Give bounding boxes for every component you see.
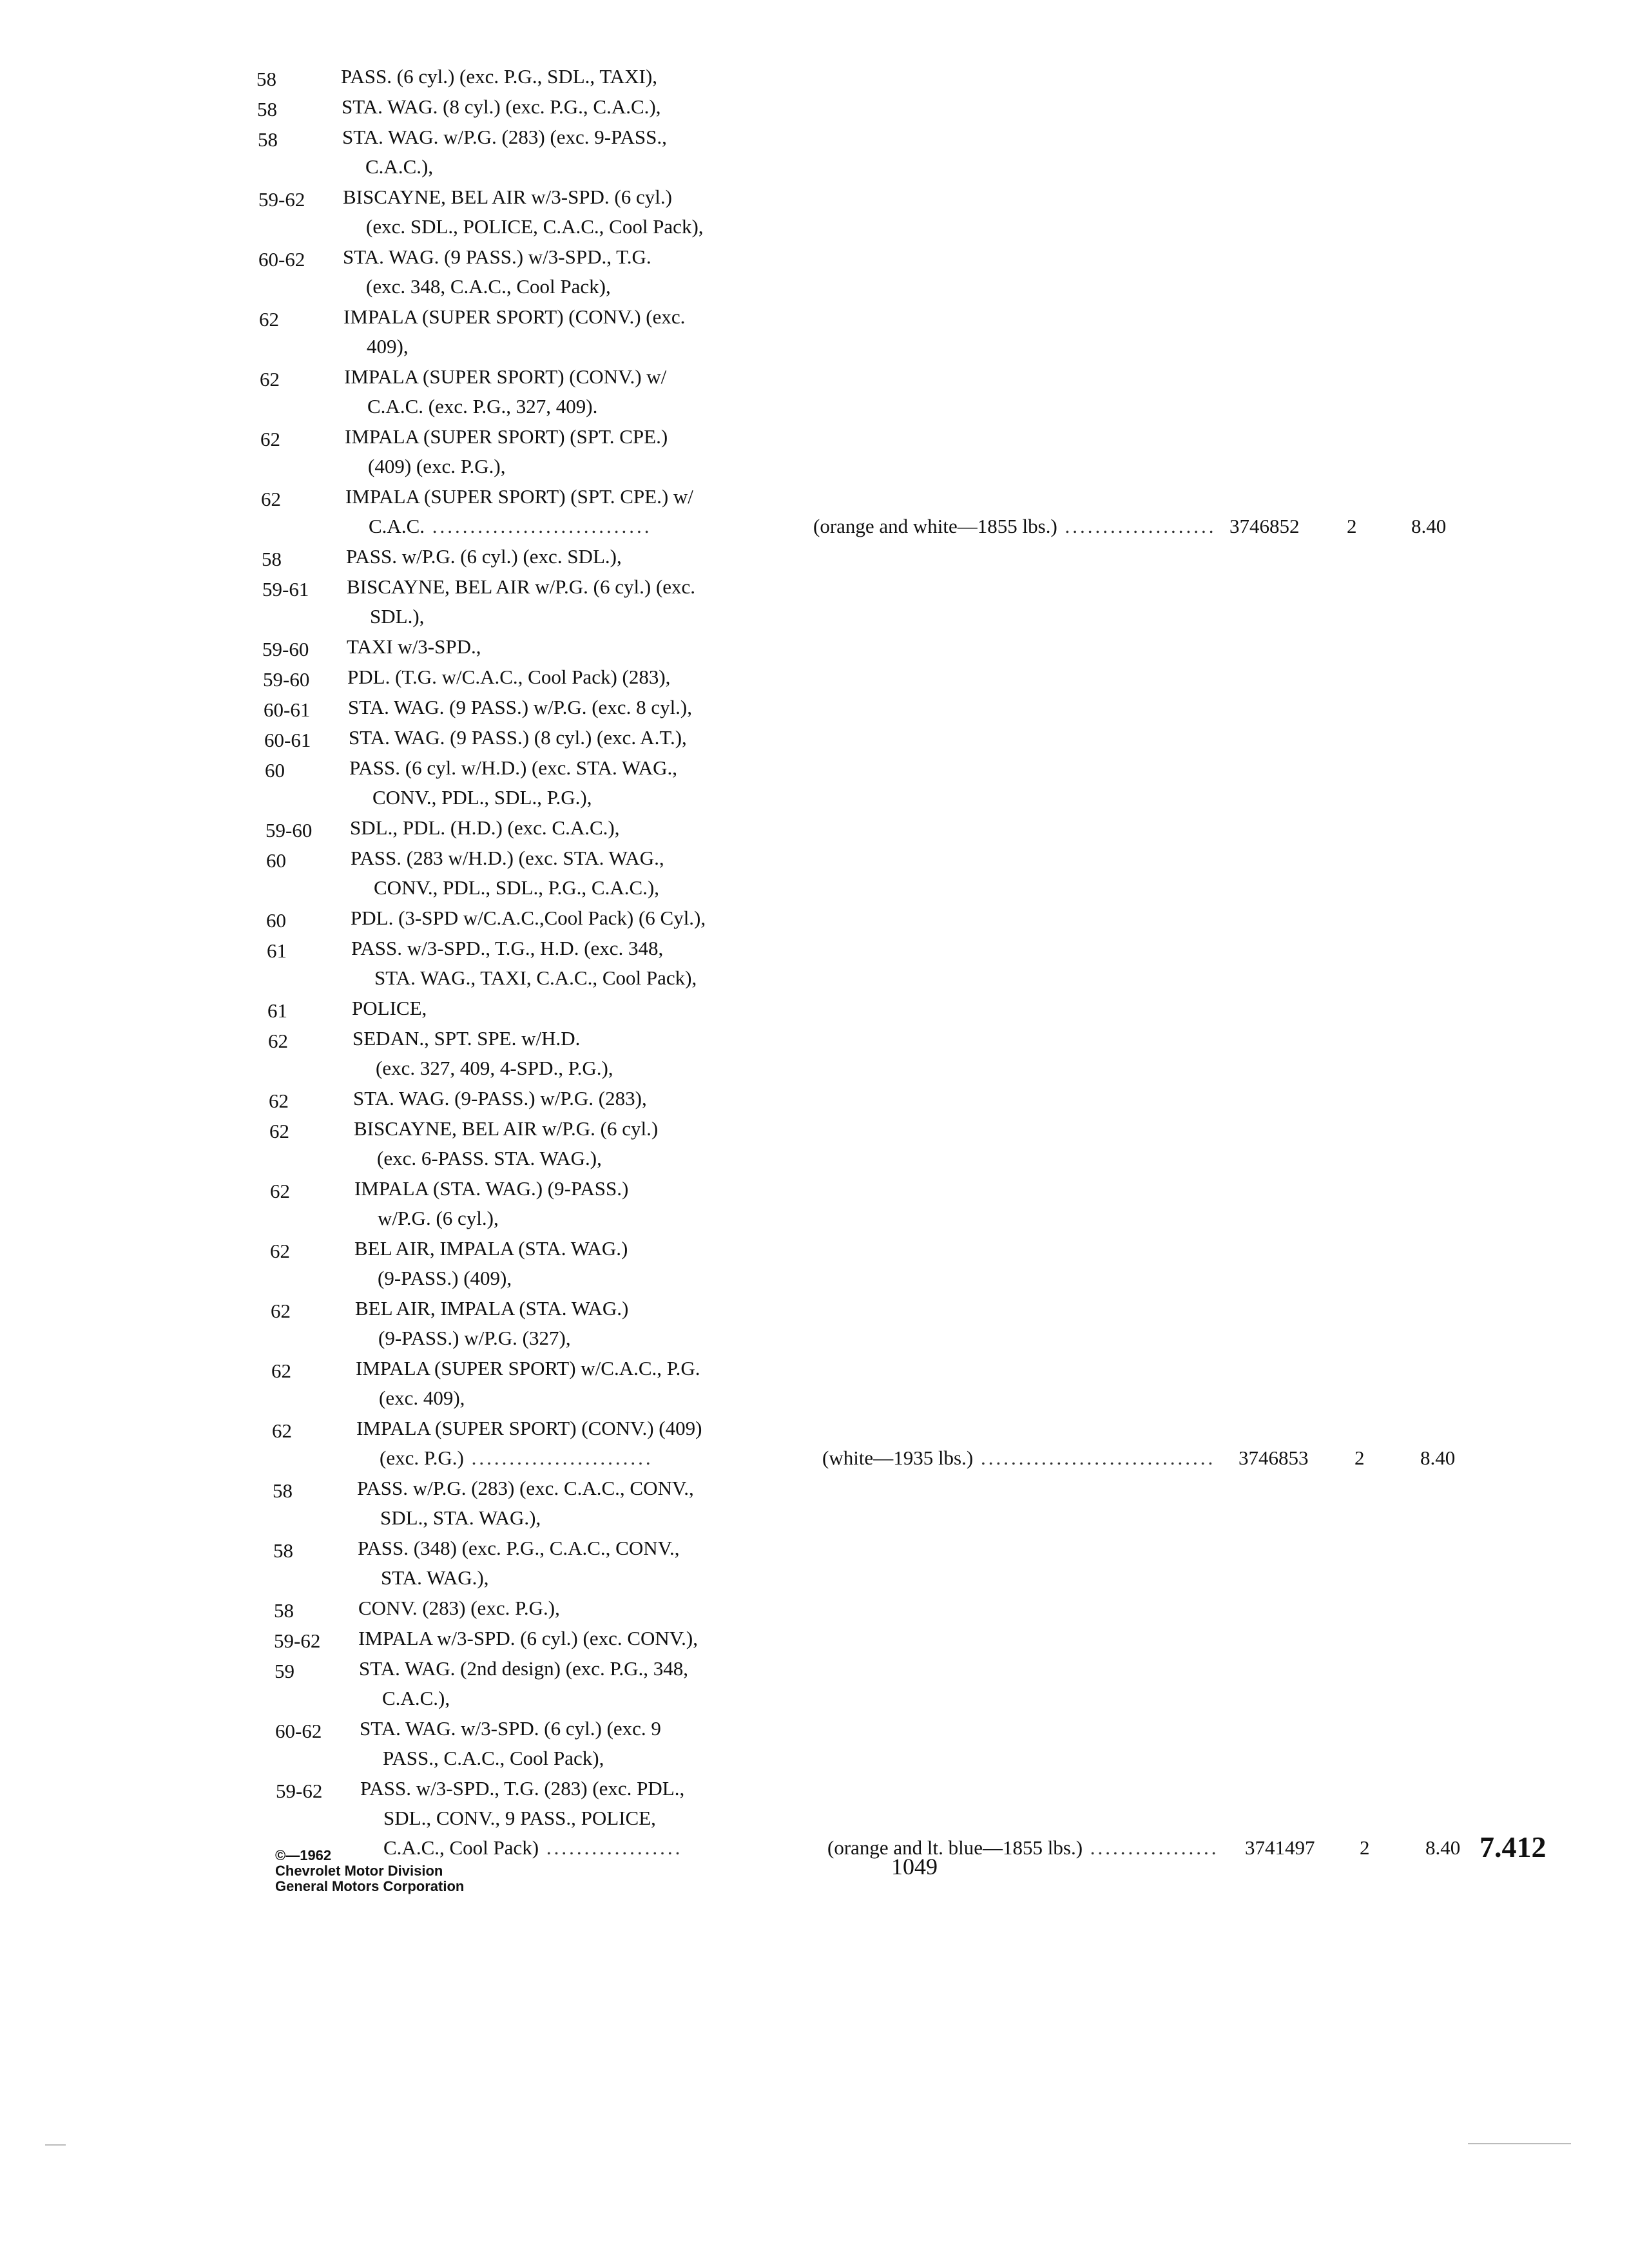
application-text-line: STA. WAG. (9 PASS.) w/3-SPD., T.G. — [343, 245, 651, 268]
dot-leader: ................. — [1083, 1836, 1219, 1859]
model-year: 60-62 — [258, 248, 305, 271]
dot-leader: .................... — [1057, 515, 1217, 537]
model-year: 62 — [269, 1090, 289, 1112]
corporation-name: General Motors Corporation — [275, 1878, 465, 1894]
application-text-line: BISCAYNE, BEL AIR w/P.G. (6 cyl.) (exc. — [347, 575, 696, 598]
application-text-line: PASS. (6 cyl. w/H.D.) (exc. STA. WAG., — [349, 756, 678, 779]
quantity: 2 — [1347, 515, 1357, 537]
model-year: 59-62 — [276, 1780, 323, 1802]
model-year: 60-62 — [275, 1720, 322, 1742]
application-entry — [0, 1024, 1629, 1083]
scan-mark-right — [1468, 2143, 1571, 2144]
application-text-line: 409), — [367, 335, 409, 358]
application-entry — [0, 723, 1629, 753]
application-text-line: SEDAN., SPT. SPE. w/H.D. — [352, 1027, 581, 1050]
model-year: 62 — [261, 488, 281, 510]
part-number: 3746853 — [1239, 1446, 1309, 1469]
model-year: 62 — [272, 1419, 292, 1442]
application-text-line: C.A.C. ............................. — [369, 515, 652, 537]
application-text-line: IMPALA (SUPER SPORT) (SPT. CPE.) w/ — [345, 485, 693, 508]
application-entry — [0, 753, 1629, 812]
application-text-line: PASS., C.A.C., Cool Pack), — [383, 1747, 604, 1769]
application-text-line: (409) (exc. P.G.), — [368, 455, 506, 477]
application-entry — [0, 1533, 1629, 1593]
division-name: Chevrolet Motor Division — [275, 1863, 443, 1879]
part-spec: (orange and white—1855 lbs.) .................... — [813, 515, 1217, 537]
model-year: 58 — [258, 128, 278, 151]
application-text-line: (9-PASS.) w/P.G. (327), — [378, 1327, 571, 1349]
dot-leader: ............................. — [425, 515, 652, 537]
application-text-line: STA. WAG. w/3-SPD. (6 cyl.) (exc. 9 — [360, 1717, 661, 1740]
application-text-line: IMPALA (SUPER SPORT) (CONV.) (exc. — [343, 305, 686, 328]
copyright-block — [275, 1848, 464, 1894]
part-number: 3746852 — [1229, 515, 1300, 537]
model-year: 59-60 — [263, 668, 310, 691]
model-year: 58 — [273, 1539, 293, 1562]
application-entry — [0, 242, 1629, 302]
application-text-line: IMPALA (SUPER SPORT) (SPT. CPE.) — [345, 425, 668, 448]
application-text-line: PASS. w/P.G. (283) (exc. C.A.C., CONV., — [357, 1477, 694, 1499]
application-text-line: (exc. 327, 409, 4-SPD., P.G.), — [376, 1057, 613, 1079]
application-text-line: STA. WAG. (9 PASS.) (8 cyl.) (exc. A.T.), — [349, 726, 687, 749]
application-entry — [0, 994, 1629, 1023]
application-entry — [0, 1624, 1629, 1653]
model-year: 62 — [270, 1180, 290, 1202]
model-year: 59-61 — [262, 578, 309, 601]
application-entry — [0, 572, 1629, 631]
quantity: 2 — [1354, 1446, 1365, 1469]
application-entry — [0, 92, 1629, 122]
application-entry — [0, 1714, 1629, 1773]
model-year: 58 — [256, 68, 276, 90]
price: 8.40 — [1425, 1836, 1461, 1859]
copyright: ©—1962 — [275, 1847, 332, 1863]
application-text-line: PASS. w/3-SPD., T.G. (283) (exc. PDL., — [360, 1777, 685, 1800]
model-year: 62 — [260, 428, 280, 450]
part-spec: (white—1935 lbs.) ............................... — [822, 1446, 1216, 1469]
application-entry — [0, 1354, 1629, 1413]
application-text-line: PDL. (T.G. w/C.A.C., Cool Pack) (283), — [347, 666, 671, 688]
application-entry — [0, 122, 1629, 182]
application-entry — [0, 1414, 1629, 1473]
model-year: 58 — [262, 548, 282, 570]
application-entry — [0, 1174, 1629, 1233]
application-text-line: POLICE, — [352, 997, 427, 1019]
application-entry — [0, 542, 1629, 572]
model-year: 62 — [270, 1240, 290, 1262]
application-text-line: IMPALA (STA. WAG.) (9-PASS.) — [354, 1177, 629, 1200]
application-text-line: CONV., PDL., SDL., P.G.), — [372, 786, 592, 809]
section-number: 7.412 — [1480, 1831, 1547, 1863]
application-entry — [0, 632, 1629, 662]
scan-mark-left — [45, 2144, 66, 2146]
dot-leader: ............................... — [973, 1446, 1216, 1469]
application-text-line: PASS. (6 cyl.) (exc. P.G., SDL., TAXI), — [341, 65, 657, 88]
application-text-line: STA. WAG., TAXI, C.A.C., Cool Pack), — [374, 966, 697, 989]
application-entry — [0, 1474, 1629, 1533]
model-year: 58 — [257, 98, 277, 120]
application-text-line: STA. WAG. (9-PASS.) w/P.G. (283), — [353, 1087, 647, 1110]
application-entry — [0, 1084, 1629, 1113]
application-text-line: BISCAYNE, BEL AIR w/3-SPD. (6 cyl.) — [343, 186, 672, 208]
application-text-line: C.A.C.), — [365, 155, 434, 178]
model-year: 59-62 — [258, 188, 305, 211]
part-number: 3741497 — [1245, 1836, 1315, 1859]
model-year: 58 — [273, 1479, 293, 1502]
application-text-line: (exc. SDL., POLICE, C.A.C., Cool Pack), — [366, 215, 704, 238]
application-text-line: SDL.), — [370, 605, 425, 628]
application-text-line: IMPALA (SUPER SPORT) (CONV.) (409) — [356, 1417, 702, 1439]
application-text-line: SDL., CONV., 9 PASS., POLICE, — [383, 1807, 656, 1829]
model-year: 61 — [267, 999, 287, 1022]
model-year: 60 — [266, 849, 286, 872]
application-text-line: STA. WAG. (2nd design) (exc. P.G., 348, — [359, 1657, 688, 1680]
application-entry — [0, 843, 1629, 903]
model-year: 62 — [269, 1120, 289, 1142]
application-entry — [0, 662, 1629, 692]
application-text-line: CONV., PDL., SDL., P.G., C.A.C.), — [374, 876, 659, 899]
model-year: 61 — [267, 939, 287, 962]
model-year: 59-60 — [262, 638, 309, 660]
application-text-line: IMPALA w/3-SPD. (6 cyl.) (exc. CONV.), — [358, 1627, 698, 1649]
application-entry — [0, 1774, 1629, 1863]
model-year: 62 — [259, 308, 279, 331]
part-spec: (orange and lt. blue—1855 lbs.) ................. — [827, 1836, 1219, 1859]
application-text-line: BISCAYNE, BEL AIR w/P.G. (6 cyl.) — [354, 1117, 659, 1140]
application-entry — [0, 693, 1629, 722]
application-entry — [0, 422, 1629, 481]
model-year: 59-60 — [265, 819, 313, 841]
application-text-line: TAXI w/3-SPD., — [347, 635, 481, 658]
model-year: 60-61 — [264, 729, 311, 751]
quantity: 2 — [1360, 1836, 1370, 1859]
application-text-line: STA. WAG. (8 cyl.) (exc. P.G., C.A.C.), — [342, 95, 661, 118]
application-text-line: PASS. (283 w/H.D.) (exc. STA. WAG., — [351, 847, 664, 869]
model-year: 58 — [274, 1599, 294, 1622]
application-text-line: (exc. 6-PASS. STA. WAG.), — [377, 1147, 602, 1169]
application-text-line: CONV. (283) (exc. P.G.), — [358, 1597, 560, 1619]
application-text-line: PDL. (3-SPD w/C.A.C.,Cool Pack) (6 Cyl.), — [351, 907, 706, 929]
application-text-line: STA. WAG.), — [381, 1566, 489, 1589]
application-entry — [0, 1654, 1629, 1713]
application-text-line: BEL AIR, IMPALA (STA. WAG.) — [355, 1297, 629, 1320]
application-entry — [0, 903, 1629, 933]
application-text-line: (exc. 409), — [379, 1387, 465, 1409]
application-text-line: C.A.C. (exc. P.G., 327, 409). — [367, 395, 598, 418]
application-entry — [0, 934, 1629, 993]
application-entry — [0, 62, 1629, 91]
model-year: 60-61 — [264, 698, 311, 721]
model-year: 62 — [271, 1300, 291, 1322]
application-text-line: w/P.G. (6 cyl.), — [378, 1207, 499, 1229]
application-entry — [0, 1294, 1629, 1353]
application-entry — [0, 362, 1629, 421]
model-year: 62 — [268, 1030, 288, 1052]
dot-leader: .................. — [539, 1836, 683, 1859]
application-text-line: C.A.C.), — [382, 1687, 450, 1709]
application-text-line: STA. WAG. (9 PASS.) w/P.G. (exc. 8 cyl.), — [348, 696, 693, 718]
model-year: 60 — [266, 909, 286, 932]
application-entry — [0, 1114, 1629, 1173]
application-text-line: (exc. P.G.) ........................ — [380, 1446, 653, 1469]
application-entry — [0, 1593, 1629, 1623]
dot-leader: ........................ — [463, 1446, 653, 1469]
application-entry — [0, 813, 1629, 843]
page-number: 1049 — [891, 1854, 938, 1879]
model-year: 59-62 — [274, 1629, 321, 1652]
application-text-line: PASS. (348) (exc. P.G., C.A.C., CONV., — [358, 1537, 680, 1559]
application-text-line: IMPALA (SUPER SPORT) w/C.A.C., P.G. — [356, 1357, 700, 1379]
application-text-line: (9-PASS.) (409), — [378, 1267, 512, 1289]
application-text-line: PASS. w/P.G. (6 cyl.) (exc. SDL.), — [346, 545, 622, 568]
model-year: 62 — [271, 1360, 291, 1382]
application-text-line: SDL., STA. WAG.), — [380, 1506, 541, 1529]
application-text-line: PASS. w/3-SPD., T.G., H.D. (exc. 348, — [351, 937, 664, 959]
model-year: 62 — [260, 368, 280, 390]
application-entry — [0, 182, 1629, 242]
application-text-line: C.A.C., Cool Pack) .................. — [383, 1836, 683, 1859]
application-text-line: IMPALA (SUPER SPORT) (CONV.) w/ — [344, 365, 667, 388]
model-year: 60 — [265, 759, 285, 782]
model-year: 59 — [275, 1660, 294, 1682]
application-entry — [0, 302, 1629, 361]
application-text-line: (exc. 348, C.A.C., Cool Pack), — [366, 275, 611, 298]
price: 8.40 — [1420, 1446, 1456, 1469]
application-entry — [0, 1234, 1629, 1293]
application-text-line: BEL AIR, IMPALA (STA. WAG.) — [354, 1237, 628, 1260]
price: 8.40 — [1411, 515, 1447, 537]
application-text-line: SDL., PDL. (H.D.) (exc. C.A.C.), — [350, 816, 620, 839]
application-text-line: STA. WAG. w/P.G. (283) (exc. 9-PASS., — [342, 126, 667, 148]
